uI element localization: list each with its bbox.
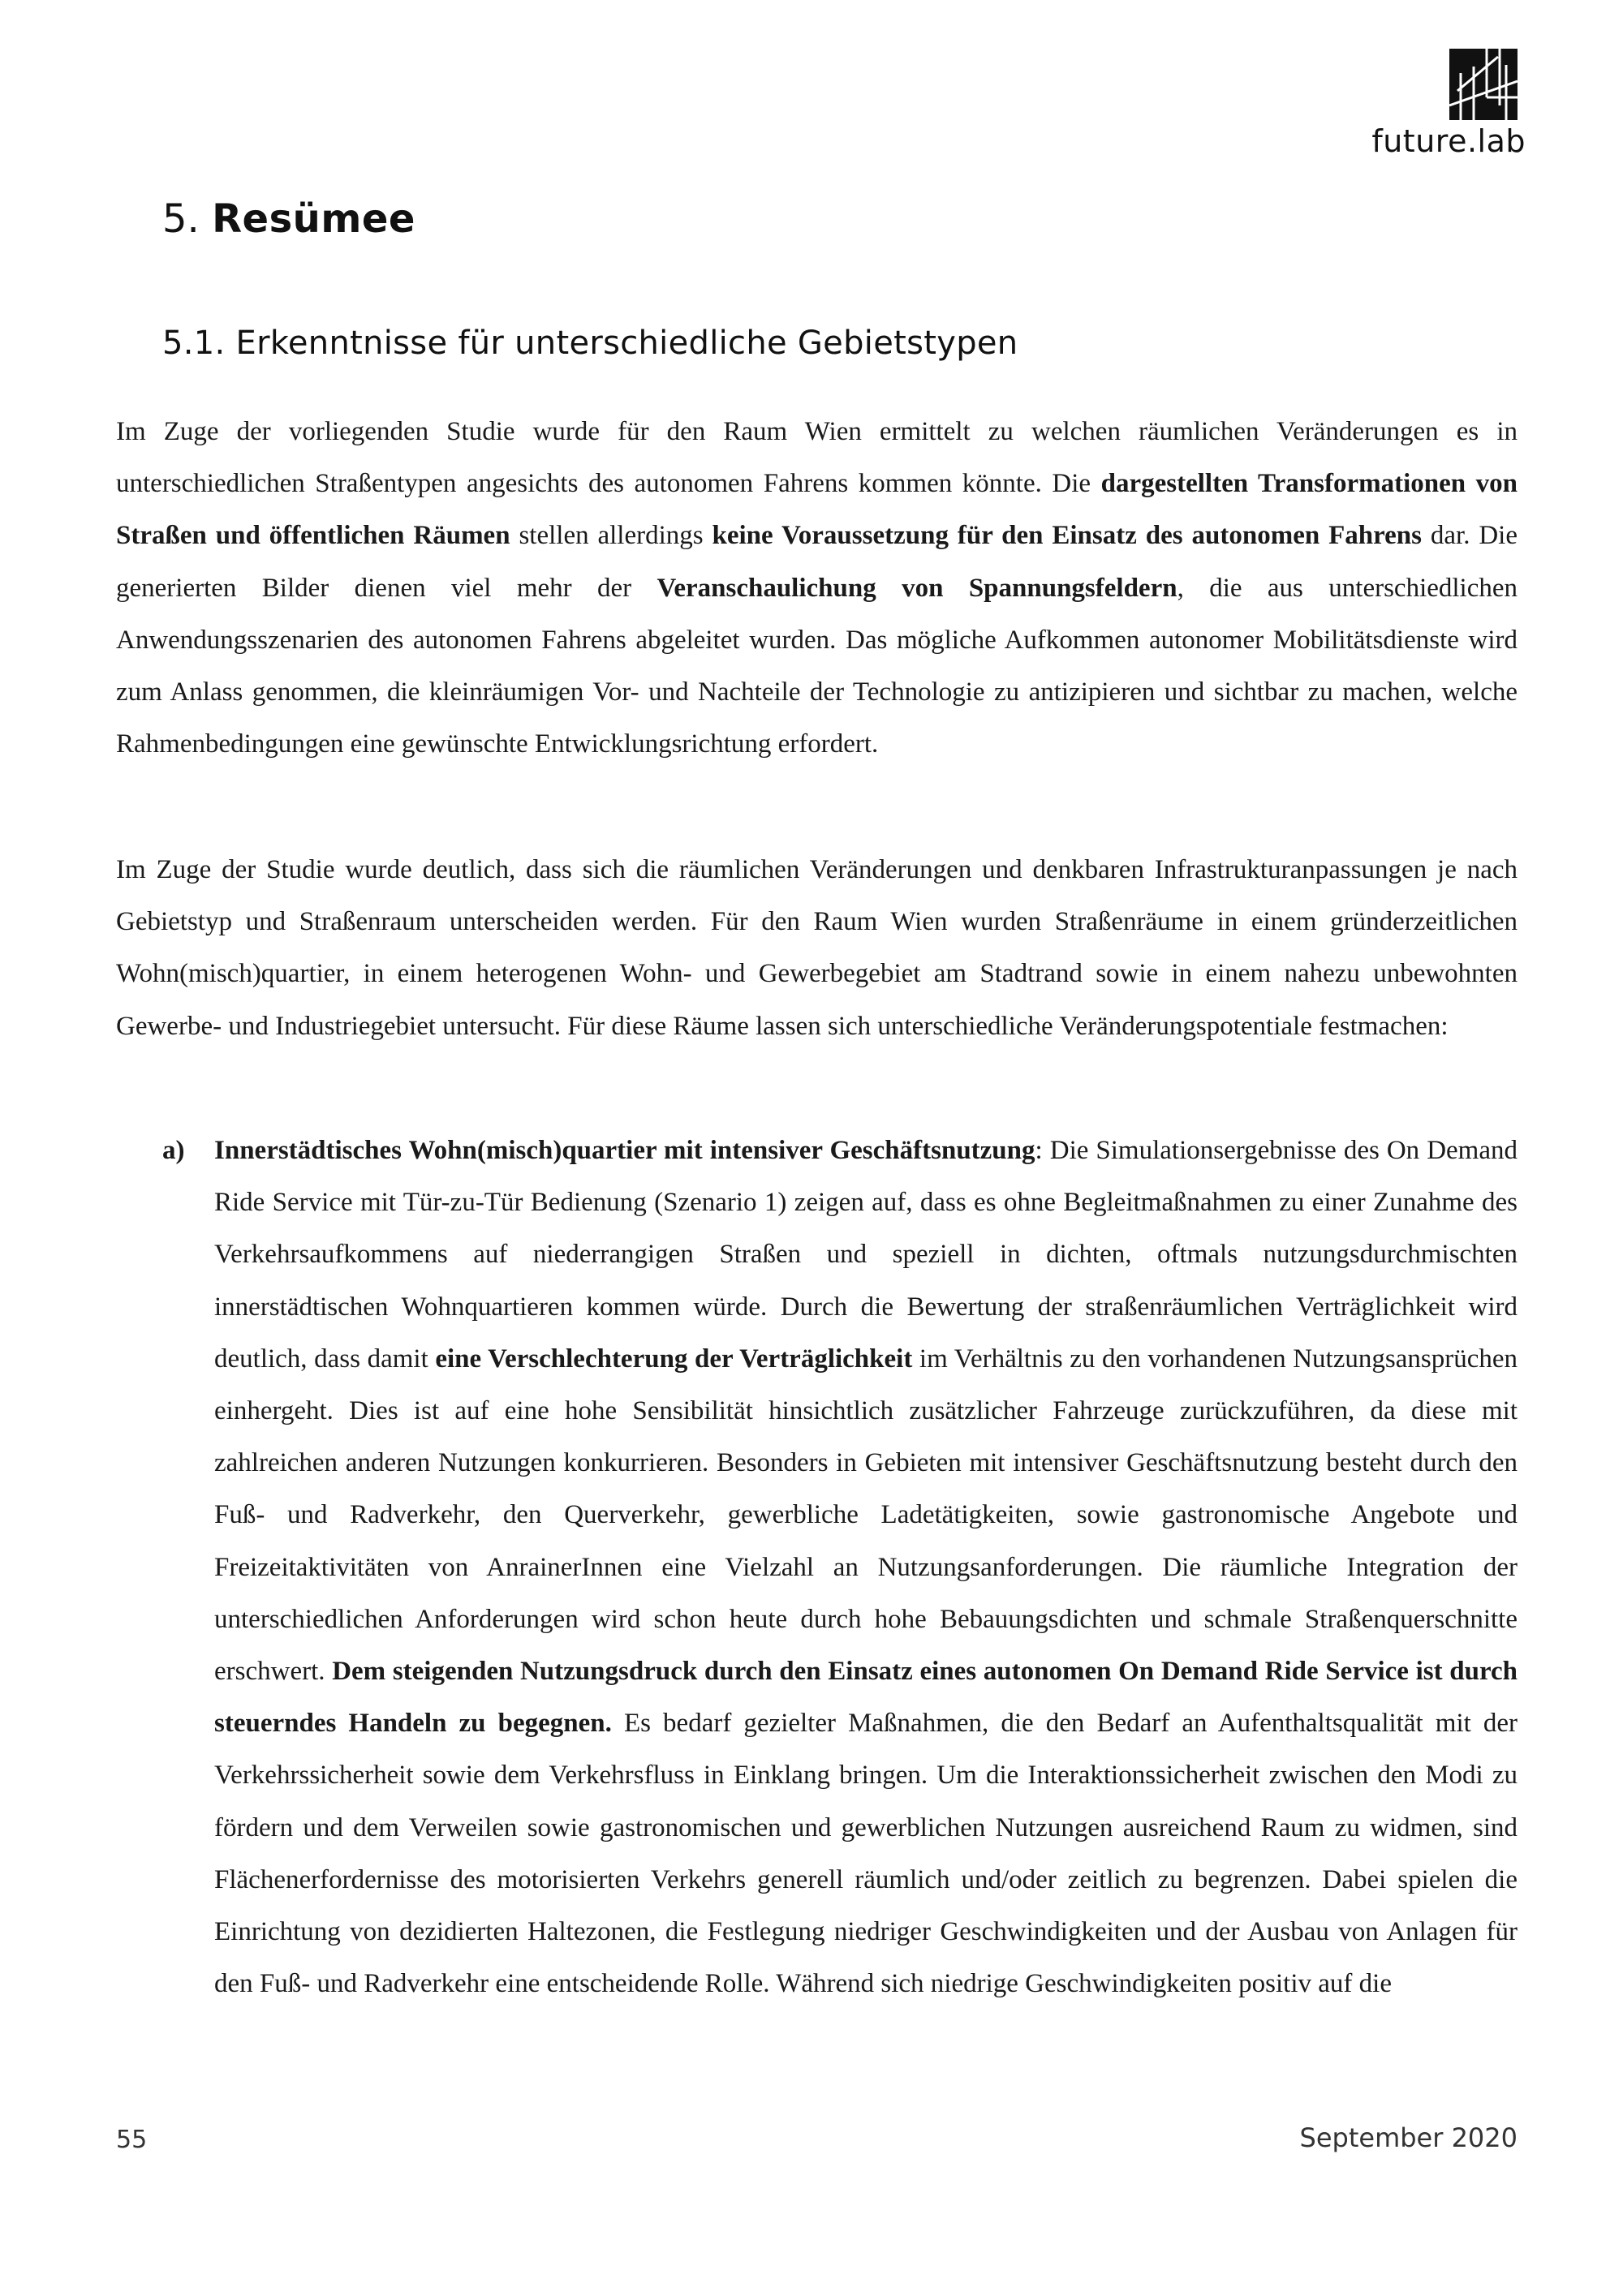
section-number: 5. (162, 196, 200, 242)
section-title: Resümee (212, 196, 415, 242)
bold-run: Innerstädtisches Wohn(misch)quartier mit intensiver Geschäftsnutzung (214, 1136, 1035, 1165)
future-lab-logo (1347, 49, 1526, 162)
bold-run: Dem steigenden Nutzungsdruck durch den Einsatz eines autonomen On Demand Ride Service ist durch steuerndes Handeln zu begegnen. (214, 1657, 1518, 1739)
footer-date: September 2020 (1299, 2122, 1518, 2153)
text-run: stellen allerdings (510, 521, 712, 551)
subsection-heading: 5.1. Erkenntnisse für unterschiedliche Gebietstypen (162, 325, 1018, 362)
bold-run: dargestellten Transformationen von Straßen und öffentlichen Räumen (116, 469, 1518, 551)
text-run: Im Zuge der vorliegenden Studie wurde für den Raum Wien ermittelt zu welchen räumlichen Veränderungen es in unterschiedlichen Straßentypen angesichts des autonomen Fahrens kommen könnte. Die (116, 417, 1518, 499)
bold-run: eine Verschlechterung der Verträglichkeit (435, 1344, 913, 1374)
text-run: dar. Die generierten Bilder dienen viel mehr der (116, 521, 1518, 603)
paragraph-areas: Im Zuge der Studie wurde deutlich, dass sich die räumlichen Veränderungen und denkbaren Infrastrukturanpassungen je nach Gebietstyp und Straßenraum unterscheiden werden. Für den Raum Wien wurden Straßenräume in einem gründerzeitlichen Wohn(misch)quartier, in einem heterogenen Wohn- und Gewerbegebiet am Stadtrand sowie in einem nahezu unbewohnten Gewerbe- und Industriegebiet untersucht. Für diese Räume lassen sich unterschiedliche Veränderungspotentiale festmachen: (116, 855, 1518, 1041)
text-run: , die aus unterschiedlichen Anwendungsszenarien des autonomen Fahrens abgeleitet wurden. Das mögliche Aufkommen autonomer Mobilitätsdienste wird zum Anlass genommen, die kleinräumigen Vor- und Nachteile der Technologie zu antizipieren und sichtbar zu machen, welche Rahmenbedingungen eine gewünschte Entwicklungsrichtung erfordert. (116, 573, 1518, 759)
text-run: im Verhältnis zu den vorhandenen Nutzungsansprüchen einhergeht. Dies ist auf eine hohe Sensibilität hinsichtlich zusätzlicher Fahrzeuge zurückzuführen, da diese mit zahlreichen anderen Nutzungen konkurrieren. Besonders in Gebieten mit intensiver Geschäftsnutzung besteht durch den Fuß- und Radverkehr, den Querverkehr, gewerbliche Ladetätigkeiten, sowie gastronomische Angebote und Freizeitaktivitäten von AnrainerInnen eine Vielzahl an Nutzungsanforderungen. Die räumliche Integration der unterschiedlichen Anforderungen wird schon heute durch hohe Bebauungsdichten und schmale Straßenquerschnitte erschwert. (214, 1344, 1518, 1687)
bold-run: keine Voraussetzung für den Einsatz des autonomen Fahrens (712, 521, 1422, 551)
page-number: 55 (116, 2126, 148, 2154)
logo-text: future.lab (1371, 123, 1526, 159)
future-lab-logo-icon (1449, 49, 1518, 120)
section-heading (162, 196, 415, 242)
text-run: Es bedarf gezielter Maßnahmen, die den Bedarf an Aufenthaltsqualität mit der Verkehrssicherheit sowie dem Verkehrsfluss in Einklang bringen. Um die Interaktionssicherheit zwischen den Modi zu fördern und dem Verweilen sowie gastronomischen und gewerblichen Nutzungen ausreichend Raum zu widmen, sind Flächenerfordernisse des motorisierten Verkehrs generell räumlich und/oder zeitlich zu begrenzen. Dabei spielen die Einrichtung von dezidierten Haltezonen, die Festlegung niedriger Geschwindigkeiten und der Ausbau von Anlagen für den Fuß- und Radverkehr eine entscheidende Rolle. Während sich niedrige Geschwindigkeiten positiv auf die (214, 1709, 1518, 1999)
bold-run: Veranschaulichung von Spannungsfeldern (657, 573, 1177, 603)
list-label: a) (162, 1136, 185, 1165)
list-item-text (214, 1124, 1518, 2010)
paragraph-intro (116, 406, 1518, 770)
text-run: : Die Simulationsergebnisse des On Demand Ride Service mit Tür-zu-Tür Bedienung (Szenario 1) zeigen auf, dass es ohne Begleitmaßnahmen zu einer Zunahme des Verkehrsaufkommens auf niederrangigen Straßen und speziell in dichten, oftmals nutzungsdurchmischten innerstädtischen Wohnquartieren kommen würde. Durch die Bewertung der straßenräumlichen Verträglichkeit wird deutlich, dass damit (214, 1136, 1518, 1374)
